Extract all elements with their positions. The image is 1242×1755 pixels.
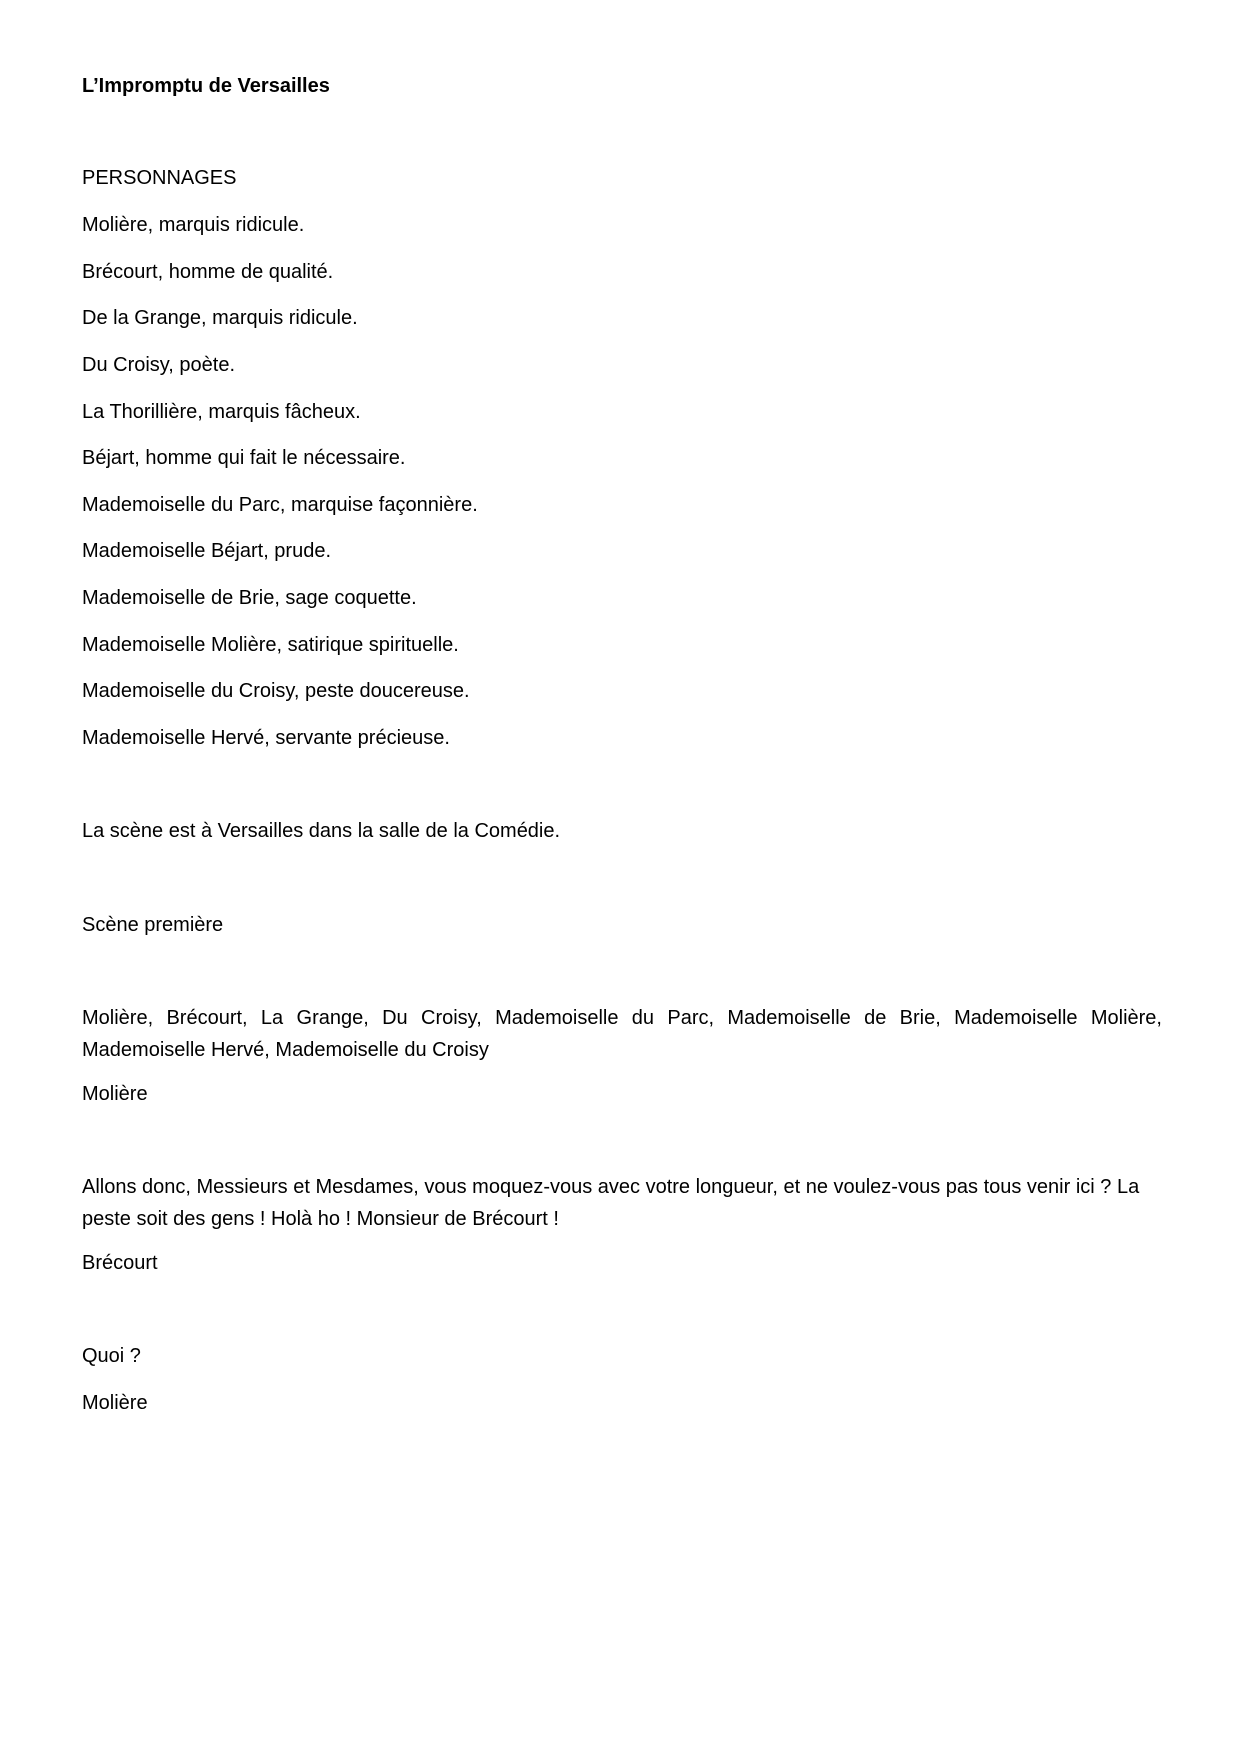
personnage-item: Molière, marquis ridicule. xyxy=(82,214,305,236)
personnage-item: Mademoiselle du Croisy, peste doucereuse. xyxy=(82,680,470,702)
setting-text: La scène est à Versailles dans la salle de la Comédie. xyxy=(82,820,561,842)
speaker-name: Molière xyxy=(82,1083,148,1105)
personnage-item: Mademoiselle du Parc, marquise façonnière. xyxy=(82,494,478,516)
personnage-item: De la Grange, marquis ridicule. xyxy=(82,307,358,329)
scene-heading: Scène première xyxy=(82,914,224,936)
speaker-name: Molière xyxy=(82,1392,148,1414)
personnage-item: Béjart, homme qui fait le nécessaire. xyxy=(82,447,406,469)
personnage-item: Mademoiselle de Brie, sage coquette. xyxy=(82,587,417,609)
dialogue-line: Allons donc, Messieurs et Mesdames, vous moquez-vous avec votre longueur, et ne voulez-vous pas tous venir ici ? La peste soit des gens ! Holà ho ! Monsieur de Brécourt ! xyxy=(82,1176,1140,1230)
dialogue-line: Quoi ? xyxy=(82,1345,141,1367)
personnage-item: Mademoiselle Béjart, prude. xyxy=(82,540,332,562)
personnage-item: Mademoiselle Hervé, servante précieuse. xyxy=(82,727,450,749)
personnages-heading: PERSONNAGES xyxy=(82,167,237,189)
speaker-name: Brécourt xyxy=(82,1252,158,1274)
personnage-item: Mademoiselle Molière, satirique spirituelle. xyxy=(82,634,459,656)
personnage-item: La Thorillière, marquis fâcheux. xyxy=(82,401,361,423)
scene-characters: Molière, Brécourt, La Grange, Du Croisy, Mademoiselle du Parc, Mademoiselle de Brie, Mademoiselle Molière, Mademoiselle Hervé, Mademoiselle du Croisy xyxy=(82,1007,1162,1061)
personnage-item: Du Croisy, poète. xyxy=(82,354,236,376)
document-title: L’Impromptu de Versailles xyxy=(82,75,330,97)
personnage-item: Brécourt, homme de qualité. xyxy=(82,261,334,283)
